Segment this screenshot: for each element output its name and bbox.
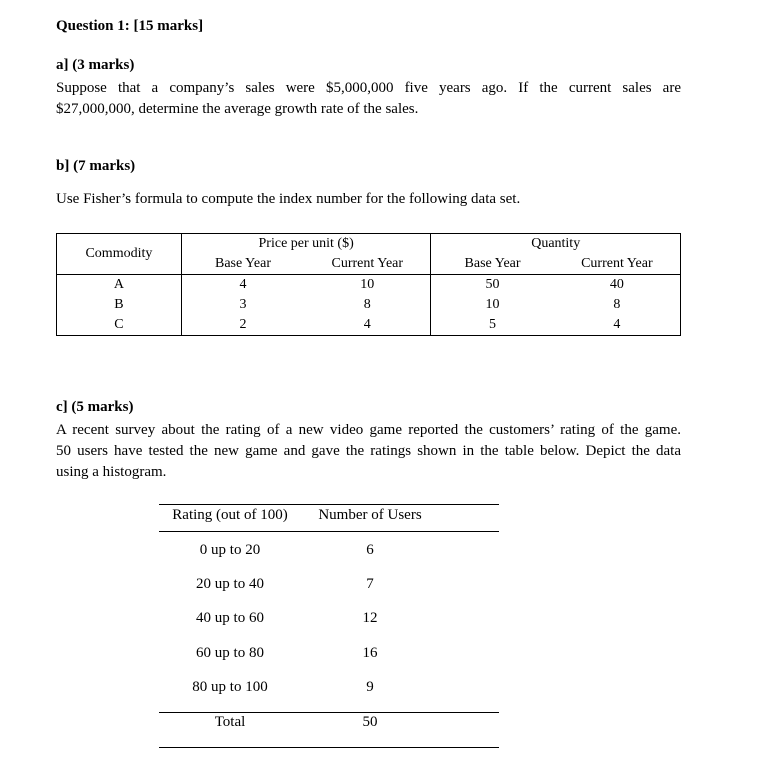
part-a-text	[56, 78, 681, 120]
table-row	[57, 275, 681, 296]
commodity-header: Commodity	[57, 234, 182, 275]
part-b-text: Use Fisher’s formula to compute the index number for the following data set.	[56, 191, 521, 207]
users-cell: 7	[366, 576, 374, 592]
table-top-rule	[159, 504, 499, 505]
users-cell: 16	[362, 645, 378, 661]
qty-current-cell: 40	[554, 275, 681, 296]
part-a-heading: a] (3 marks)	[56, 57, 135, 73]
users-cell: 6	[366, 542, 374, 558]
table-bottom-rule	[159, 747, 499, 748]
part-c-text	[56, 420, 681, 483]
commodity-cell: B	[57, 295, 182, 315]
table-row	[57, 295, 681, 315]
commodity-cell: C	[57, 315, 182, 336]
users-header: Number of Users	[318, 507, 422, 523]
price-base-cell: 3	[181, 295, 304, 315]
total-value: 50	[362, 714, 378, 730]
total-label: Total	[214, 714, 246, 730]
qty-base-cell: 50	[431, 275, 554, 296]
header-rule	[159, 531, 499, 532]
fisher-data-table	[56, 233, 681, 336]
price-current-cell: 4	[304, 315, 431, 336]
part-a-line-1: Suppose that a company’s sales were $5,000,000 five years ago. If the current sales are	[56, 80, 681, 96]
rating-cell: 60 up to 80	[196, 645, 264, 661]
price-header: Price per unit ($)	[181, 234, 431, 255]
part-c-heading: c] (5 marks)	[56, 399, 134, 415]
qty-base-year-header: Base Year	[431, 254, 554, 275]
part-a-line-2: $27,000,000, determine the average growth rate of the sales.	[56, 101, 419, 117]
price-current-year-header: Current Year	[304, 254, 431, 275]
rating-header: Rating (out of 100)	[172, 507, 288, 523]
part-c-line-3: using a histogram.	[56, 464, 167, 480]
rating-cell: 80 up to 100	[192, 679, 268, 695]
part-c-line-1: A recent survey about the rating of a new video game reported the customers’ rating of the game.	[56, 422, 681, 438]
qty-current-cell: 8	[554, 295, 681, 315]
total-rule	[159, 712, 499, 713]
table-header-row-1	[57, 234, 681, 255]
price-base-year-header: Base Year	[181, 254, 304, 275]
part-c-line-2: 50 users have tested the new game and gave the ratings shown in the table below. Depict the data	[56, 443, 681, 459]
rating-cell: 0 up to 20	[199, 542, 261, 558]
commodity-cell: A	[57, 275, 182, 296]
qty-current-year-header: Current Year	[554, 254, 681, 275]
table-row	[57, 315, 681, 336]
price-current-cell: 10	[304, 275, 431, 296]
users-cell: 12	[362, 610, 378, 626]
qty-base-cell: 10	[431, 295, 554, 315]
question-title: Question 1: [15 marks]	[56, 18, 204, 34]
users-cell: 9	[366, 679, 374, 695]
qty-base-cell: 5	[431, 315, 554, 336]
price-base-cell: 2	[181, 315, 304, 336]
price-base-cell: 4	[181, 275, 304, 296]
price-current-cell: 8	[304, 295, 431, 315]
rating-cell: 20 up to 40	[196, 576, 264, 592]
rating-cell: 40 up to 60	[196, 610, 264, 626]
part-b-heading: b] (7 marks)	[56, 158, 136, 174]
qty-current-cell: 4	[554, 315, 681, 336]
quantity-header: Quantity	[431, 234, 681, 255]
